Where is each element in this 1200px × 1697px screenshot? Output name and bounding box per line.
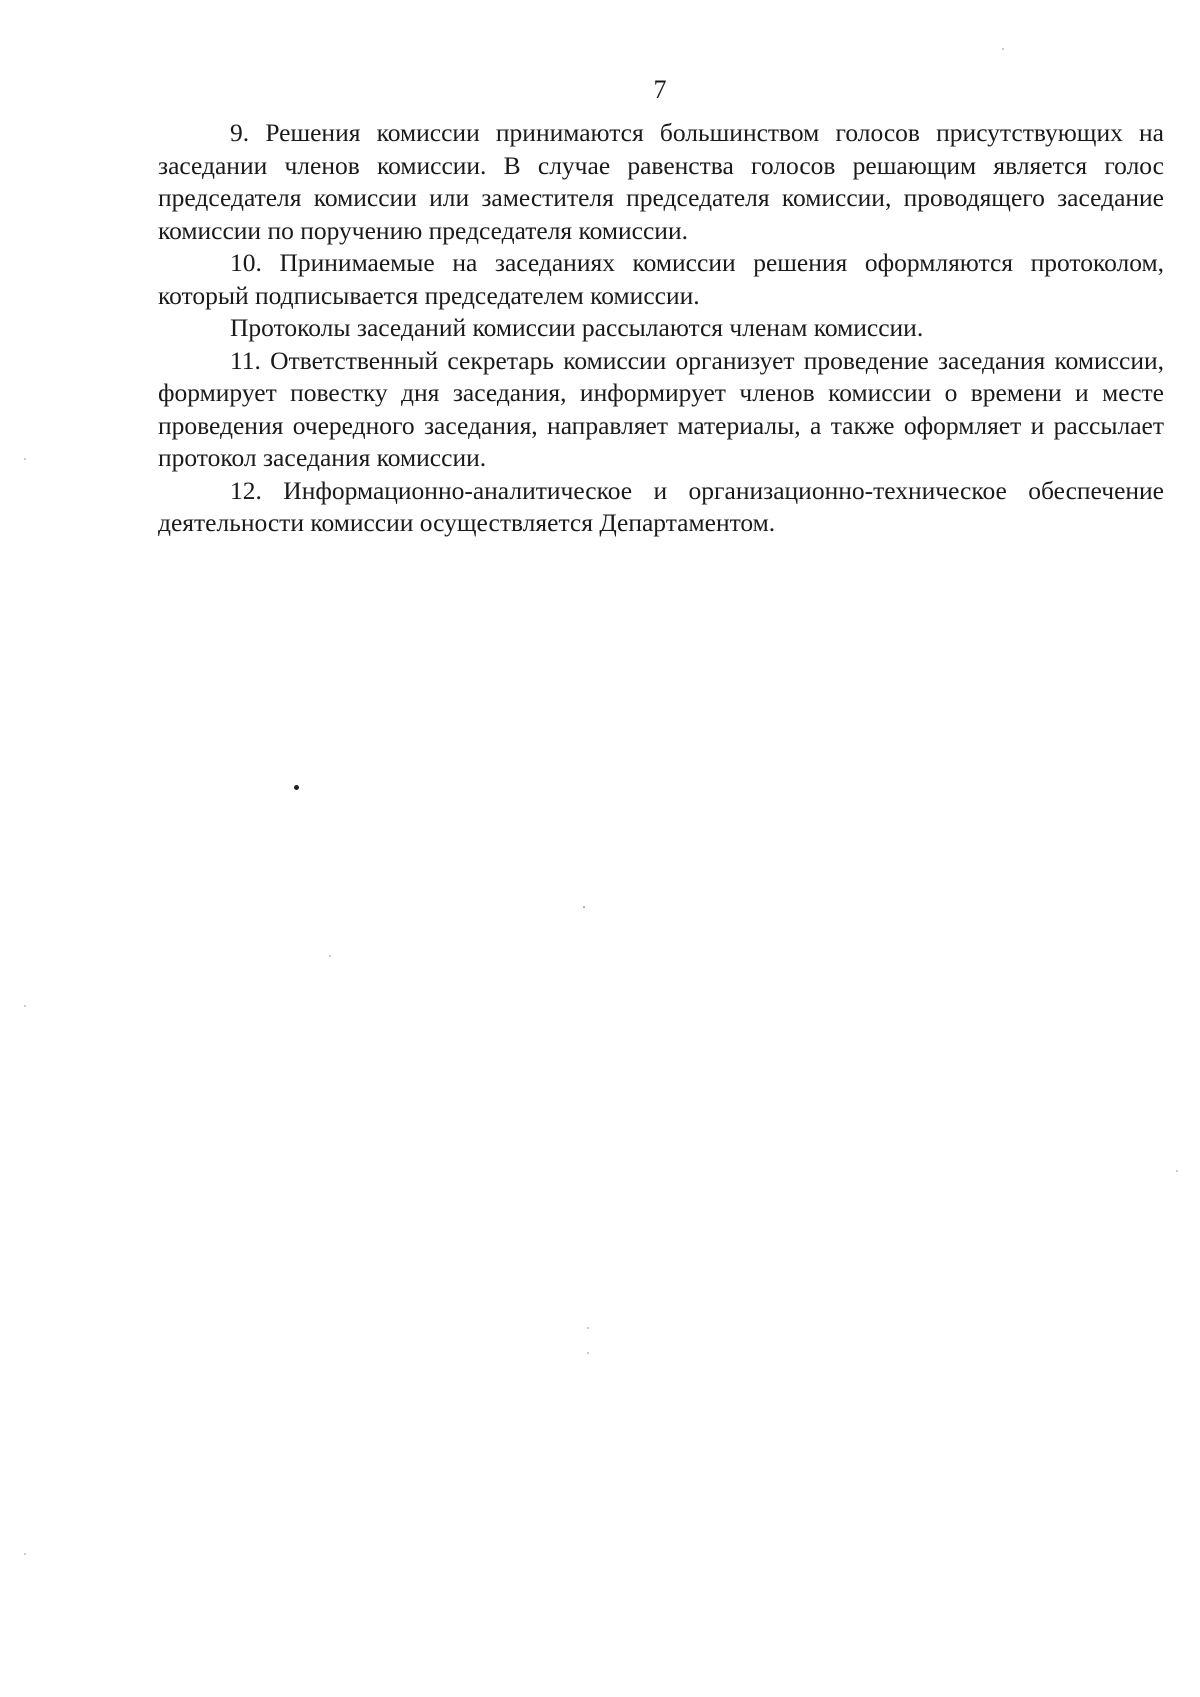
scan-speck xyxy=(24,1005,26,1007)
paragraph-protocols: Протоколы заседаний комиссии рассылаются членам комиссии. xyxy=(230,313,924,342)
paragraph-item-10: 10. Принимаемые на заседаниях комиссии решения оформляются протоколом, который подписывается председателем комиссии. xyxy=(158,248,1164,310)
scan-speck xyxy=(24,458,26,460)
document-body xyxy=(158,117,1164,540)
scan-speck xyxy=(1002,48,1004,50)
scan-speck xyxy=(1176,1170,1178,1172)
scan-speck xyxy=(587,1352,589,1354)
paragraph-item-12: 12. Информационно-аналитическое и организационно-техническое обеспечение деятельности комиссии осуществляется Департаментом. xyxy=(158,475,1164,537)
scan-speck xyxy=(329,955,331,957)
scan-speck xyxy=(294,785,299,790)
scan-speck xyxy=(583,906,585,908)
paragraph-item-11: 11. Ответственный секретарь комиссии организует проведение заседания комиссии, формирует повестку дня заседания, информирует членов комиссии о времени и месте проведения очередного заседания, направляет материалы, а также оформляет и рассылает протокол заседания комиссии. xyxy=(158,345,1164,472)
page-number: 7 xyxy=(653,75,667,104)
scan-speck xyxy=(587,1327,589,1329)
scan-speck xyxy=(24,1553,26,1555)
paragraph-item-9: 9. Решения комиссии принимаются большинством голосов присутствующих на заседании членов комиссии. В случае равенства голосов решающим является голос председателя комиссии или заместителя председателя комиссии, проводящего заседание комиссии по поручению председателя комиссии. xyxy=(158,118,1164,245)
